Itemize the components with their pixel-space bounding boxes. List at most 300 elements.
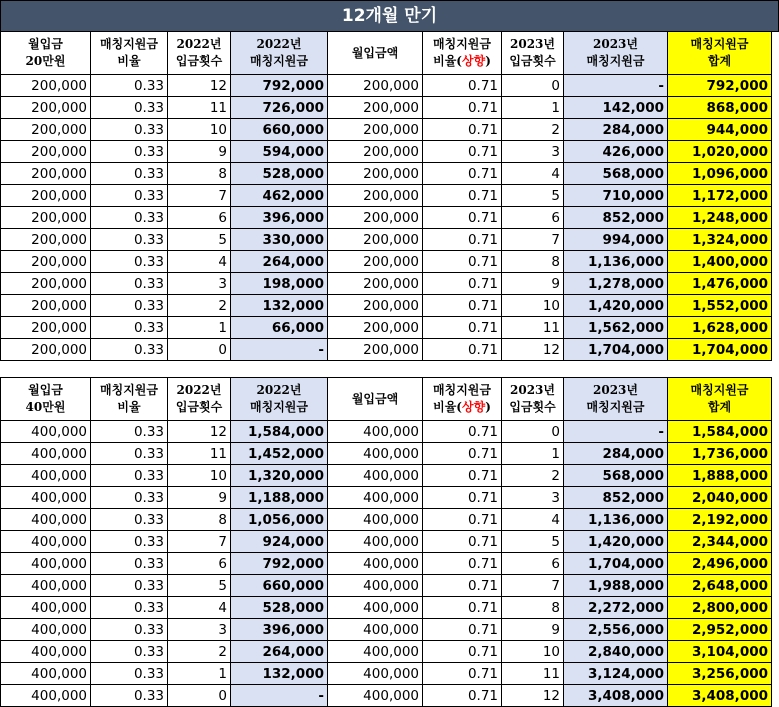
table-cell: 1,320,000 [231,465,328,487]
table-cell: 0.71 [423,575,502,597]
table-cell: 5 [168,575,231,597]
table-cell: 0.71 [423,141,502,163]
table-cell: 1,628,000 [668,317,772,339]
table-cell: 0.71 [423,421,502,443]
header-line: 매칭지원금 [690,383,749,397]
header-line: 2022년 [256,383,302,397]
table-cell: 0.71 [423,487,502,509]
header-line: 매칭지원금 [433,383,491,397]
table-cell: 264,000 [231,641,328,663]
table-row [1,273,772,295]
table-cell: 9 [168,487,231,509]
table-cell: 400,000 [328,553,423,575]
table-cell: 400,000 [1,487,91,509]
table-cell: 400,000 [1,443,91,465]
table-cell: 0.71 [423,663,502,685]
table-cell: 200,000 [328,207,423,229]
table-cell: 7 [168,531,231,553]
header-line: 입금횟수 [509,54,556,68]
table-cell: 1,420,000 [564,295,668,317]
table-cell: 7 [168,185,231,207]
table-cell: 2 [502,465,564,487]
column-header-1 [1,378,91,421]
table-cell: 0.33 [91,487,168,509]
table-cell: 200,000 [1,273,91,295]
table-cell: 1,704,000 [668,339,772,361]
table-cell: 0.71 [423,597,502,619]
table-cell: 710,000 [564,185,668,207]
table-cell: 568,000 [564,465,668,487]
table-cell: 0.33 [91,251,168,273]
table-cell: 2,272,000 [564,597,668,619]
table-cell: 400,000 [1,553,91,575]
header-line: 비율 [117,400,141,414]
header-line: 합계 [707,400,732,414]
header-line: 입금횟수 [509,400,556,414]
table-cell: 11 [168,443,231,465]
table-cell: 8 [168,163,231,185]
table-cell: 400,000 [328,663,423,685]
table-cell: 1,096,000 [668,163,772,185]
table-cell: 1,400,000 [668,251,772,273]
header-row [1,378,772,421]
column-header-9 [668,32,772,75]
table-cell: 0.71 [423,119,502,141]
table-cell: 400,000 [328,465,423,487]
table-cell: 1 [168,663,231,685]
table-cell: 7 [502,229,564,251]
table-row [1,207,772,229]
table-row [1,487,772,509]
table-cell: 132,000 [231,295,328,317]
table-cell: 6 [502,207,564,229]
table-cell: 0.71 [423,509,502,531]
table-cell: 726,000 [231,97,328,119]
table-cell: 660,000 [231,575,328,597]
table-cell: 396,000 [231,207,328,229]
column-header-5 [328,32,423,75]
header-line: 2023년 [593,383,638,397]
table-cell: 2,556,000 [564,619,668,641]
table-cell: 792,000 [231,553,328,575]
table-cell: 1,248,000 [668,207,772,229]
table-cell: 200,000 [1,317,91,339]
column-header-5 [328,378,423,421]
table-cell: 944,000 [668,119,772,141]
table-cell: 0.71 [423,97,502,119]
table-row [1,163,772,185]
table-row [1,339,772,361]
table-cell: 0.71 [423,685,502,707]
table-cell: 0.33 [91,509,168,531]
table-row [1,443,772,465]
table-cell: - [231,339,328,361]
table-cell: 2,344,000 [668,531,772,553]
table-cell: 0 [502,421,564,443]
column-header-9 [668,378,772,421]
table-cell: 200,000 [1,163,91,185]
header-line: 2022년 [176,383,222,397]
column-header-2 [91,378,168,421]
table-cell: 3,408,000 [564,685,668,707]
table-cell: 9 [168,141,231,163]
table-cell: 0.71 [423,465,502,487]
table-cell: 1,136,000 [564,251,668,273]
column-header-2 [91,32,168,75]
table-cell: 1,020,000 [668,141,772,163]
table-cell: 400,000 [328,685,423,707]
table-cell: 1,562,000 [564,317,668,339]
table-row [1,119,772,141]
table-cell: 2,496,000 [668,553,772,575]
table-cell: 0.71 [423,317,502,339]
table-row [1,421,772,443]
table-40man [0,377,772,707]
table-cell: 0 [502,75,564,97]
table-cell: 0.33 [91,443,168,465]
header-line: 2023년 [510,37,555,51]
table-cell: 1 [168,317,231,339]
table-cell: 1,584,000 [231,421,328,443]
table-cell: 3 [502,487,564,509]
table-cell: 0.33 [91,619,168,641]
table-cell: 1,704,000 [564,339,668,361]
table-cell: 868,000 [668,97,772,119]
column-header-6 [423,32,502,75]
column-header-3 [168,32,231,75]
table-cell: 8 [502,251,564,273]
table-cell: 330,000 [231,229,328,251]
table-20man [0,31,772,361]
table-row [1,97,772,119]
header-line: 매칭지원금 [250,54,308,68]
table-cell: 4 [168,251,231,273]
table-cell: 1 [502,443,564,465]
header-line: 합계 [707,54,732,68]
column-header-8 [564,378,668,421]
table-cell: 0.33 [91,553,168,575]
table-cell: 200,000 [328,317,423,339]
table-cell: 200,000 [328,185,423,207]
table-cell: 10 [168,119,231,141]
table-cell: 1,136,000 [564,509,668,531]
table-cell: 66,000 [231,317,328,339]
table-cell: 1,278,000 [564,273,668,295]
table-cell: 0.33 [91,273,168,295]
table-cell: 11 [502,317,564,339]
sheet-title: 12개월 만기 [0,0,779,32]
table-cell: 400,000 [328,531,423,553]
column-header-7 [502,378,564,421]
header-line: 2022년 [256,37,302,51]
table-row [1,663,772,685]
table-cell: 426,000 [564,141,668,163]
table-cell: 0.71 [423,207,502,229]
table-cell: 462,000 [231,185,328,207]
header-line: 매칭지원금 [250,400,308,414]
table-cell: 1,172,000 [668,185,772,207]
table-cell: 0.33 [91,685,168,707]
table-cell: 0.71 [423,641,502,663]
table-cell: 0 [168,685,231,707]
table-cell: 400,000 [1,597,91,619]
header-row [1,32,772,75]
table-cell: 200,000 [328,339,423,361]
table-cell: 0.33 [91,119,168,141]
table-cell: 1 [502,97,564,119]
table-cell: 1,988,000 [564,575,668,597]
table-cell: 400,000 [328,575,423,597]
table-cell: 0.33 [91,295,168,317]
table-cell: 0.33 [91,421,168,443]
column-header-7 [502,32,564,75]
table-cell: 400,000 [328,443,423,465]
table-cell: 400,000 [328,619,423,641]
table-cell: 0.71 [423,553,502,575]
table-cell: 284,000 [564,443,668,465]
table-cell: 400,000 [1,465,91,487]
table-cell: 400,000 [1,531,91,553]
table-cell: 0.71 [423,531,502,553]
table-cell: 12 [502,685,564,707]
table-cell: 200,000 [1,185,91,207]
table-cell: 1,552,000 [668,295,772,317]
table-cell: 5 [168,229,231,251]
table-cell: 660,000 [231,119,328,141]
table-cell: 0.33 [91,317,168,339]
column-header-6 [423,378,502,421]
column-header-8 [564,32,668,75]
table-cell: 0.71 [423,75,502,97]
table-row [1,641,772,663]
table-cell: 400,000 [1,663,91,685]
table-cell: 0.33 [91,663,168,685]
header-line: 2022년 [176,37,222,51]
table-cell: 3,408,000 [668,685,772,707]
table-cell: 10 [502,641,564,663]
column-header-1 [1,32,91,75]
table-cell: 5 [502,531,564,553]
table-cell: 10 [168,465,231,487]
table-cell: 0.71 [423,443,502,465]
table-cell: 0.33 [91,229,168,251]
table-cell: 852,000 [564,207,668,229]
table-cell: 3 [168,273,231,295]
table-row [1,141,772,163]
table-cell: 852,000 [564,487,668,509]
table-row [1,597,772,619]
header-line: 매칭지원금 [586,54,645,68]
table-cell: 200,000 [328,229,423,251]
table-cell: - [231,685,328,707]
header-line: 40만원 [25,400,66,414]
header-line: 비율 [117,54,141,68]
table-cell: 2,192,000 [668,509,772,531]
table-cell: 0.33 [91,207,168,229]
table-cell: 3,256,000 [668,663,772,685]
table-cell: 0.33 [91,75,168,97]
table-cell: 0.71 [423,185,502,207]
table-cell: 200,000 [1,251,91,273]
header-line: 입금횟수 [175,400,223,414]
table-cell: 400,000 [1,421,91,443]
table-cell: 4 [168,597,231,619]
table-cell: 400,000 [1,685,91,707]
header-line: 매칭지원금 [100,37,158,51]
table-cell: 400,000 [1,619,91,641]
table-cell: 200,000 [328,295,423,317]
table-cell: 200,000 [328,141,423,163]
table-cell: 264,000 [231,251,328,273]
table-cell: 0.33 [91,163,168,185]
table-cell: 2,648,000 [668,575,772,597]
header-line: ) [485,54,491,68]
table-cell: 400,000 [328,421,423,443]
table-cell: 924,000 [231,531,328,553]
table-cell: 1,888,000 [668,465,772,487]
column-header-3 [168,378,231,421]
highlight-text: 상향 [462,54,486,68]
table-cell: 142,000 [564,97,668,119]
table-cell: 400,000 [328,641,423,663]
table-cell: 400,000 [1,509,91,531]
table-cell: 132,000 [231,663,328,685]
table-cell: 200,000 [1,295,91,317]
table-cell: 1,056,000 [231,509,328,531]
table-cell: 0.71 [423,273,502,295]
table-cell: 396,000 [231,619,328,641]
table-cell: 594,000 [231,141,328,163]
table-cell: 0.33 [91,185,168,207]
table-cell: 2,040,000 [668,487,772,509]
table-cell: 0 [168,339,231,361]
table-cell: 0.33 [91,141,168,163]
table-cell: 3 [168,619,231,641]
table-cell: 284,000 [564,119,668,141]
table-row [1,185,772,207]
table-cell: 1,584,000 [668,421,772,443]
table-cell: 528,000 [231,163,328,185]
table-cell: 9 [502,619,564,641]
table-cell: 200,000 [1,97,91,119]
table-cell: 1,704,000 [564,553,668,575]
table-cell: 12 [168,421,231,443]
table-cell: 0.71 [423,163,502,185]
table-cell: 568,000 [564,163,668,185]
table-cell: 0.71 [423,229,502,251]
table-cell: 200,000 [328,119,423,141]
table-cell: 994,000 [564,229,668,251]
table-cell: 0.33 [91,641,168,663]
table-cell: 200,000 [328,97,423,119]
table-cell: 7 [502,575,564,597]
header-line: 입금횟수 [175,54,223,68]
column-header-4 [231,32,328,75]
table-cell: - [564,421,668,443]
table-cell: 3,104,000 [668,641,772,663]
table-cell: 400,000 [328,597,423,619]
table-cell: 12 [502,339,564,361]
table-cell: 3,124,000 [564,663,668,685]
table-row [1,685,772,707]
table-row [1,553,772,575]
table-cell: 0.33 [91,339,168,361]
table-cell: 1,324,000 [668,229,772,251]
table-cell: 3 [502,141,564,163]
table-cell: 1,476,000 [668,273,772,295]
table-cell: 200,000 [1,207,91,229]
table-cell: 6 [168,553,231,575]
table-row [1,509,772,531]
header-line: 월입금액 [351,45,399,60]
table-cell: 200,000 [328,273,423,295]
table-cell: 11 [502,663,564,685]
table-cell: 6 [502,553,564,575]
table-cell: 6 [168,207,231,229]
highlight-text: 상향 [462,400,486,414]
table-cell: 2,800,000 [668,597,772,619]
table-cell: 200,000 [1,339,91,361]
header-line: 매칭지원금 [433,37,491,51]
header-line: 월입금 [28,37,63,51]
table-cell: 1,736,000 [668,443,772,465]
table-cell: 2 [168,295,231,317]
table-cell: 2,952,000 [668,619,772,641]
table-cell: 2 [168,641,231,663]
table-cell: 200,000 [1,119,91,141]
table-cell: 0.33 [91,597,168,619]
table-cell: 400,000 [328,487,423,509]
table-cell: 1,452,000 [231,443,328,465]
header-line: 매칭지원금 [100,383,158,397]
table-cell: 200,000 [1,141,91,163]
header-line: 매칭지원금 [690,37,749,51]
table-cell: 11 [168,97,231,119]
header-line: 비율( [433,54,462,68]
header-line: 매칭지원금 [586,400,645,414]
header-line: 20만원 [25,54,66,68]
table-row [1,295,772,317]
table-cell: 8 [168,509,231,531]
header-line: 2023년 [593,37,638,51]
table-cell: 2,840,000 [564,641,668,663]
table-cell: 400,000 [1,575,91,597]
table-cell: 0.33 [91,97,168,119]
table-cell: 200,000 [1,229,91,251]
table-cell: 4 [502,509,564,531]
table-cell: 200,000 [1,75,91,97]
table-cell: 0.71 [423,619,502,641]
table-cell: 2 [502,119,564,141]
table-cell: 8 [502,597,564,619]
table-row [1,317,772,339]
table-cell: 400,000 [328,509,423,531]
table-cell: 0.71 [423,339,502,361]
table-cell: 12 [168,75,231,97]
table-cell: 1,420,000 [564,531,668,553]
header-line: 월입금액 [351,391,399,406]
table-cell: 792,000 [668,75,772,97]
table-cell: 1,188,000 [231,487,328,509]
table-cell: 200,000 [328,163,423,185]
table-cell: 528,000 [231,597,328,619]
table-cell: 0.33 [91,465,168,487]
table-row [1,531,772,553]
table-cell: 9 [502,273,564,295]
header-line: 월입금 [28,383,63,397]
table-row [1,575,772,597]
table-row [1,619,772,641]
